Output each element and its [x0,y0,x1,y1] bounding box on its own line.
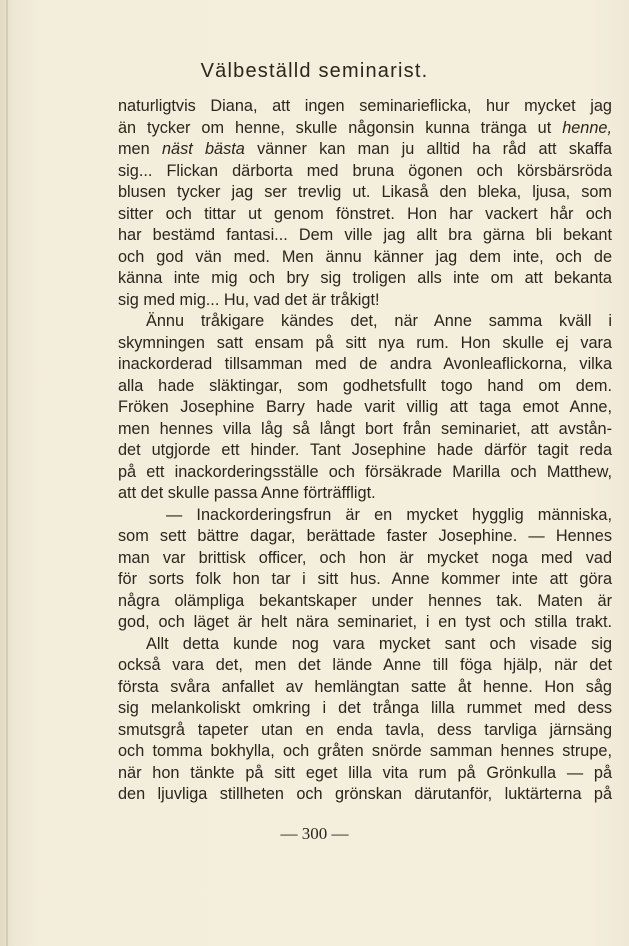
text-line [118,526,612,548]
italic-text: henne, [562,118,612,137]
text-line [118,634,612,656]
text-line [118,763,612,785]
text-line [118,376,612,398]
text-segment: än tycker om henne, skulle någonsin kunna tränga ut [118,118,563,137]
text-segment: — Inackorderingsfrun är en mycket hygglig människa, [166,505,612,524]
text-line [118,204,612,226]
page-gutter [6,0,8,946]
text-segment: men [118,140,162,158]
text-line [118,397,612,419]
text-line [118,182,612,204]
text-segment: skymningen satt ensam på sitt nya rum. Hon skulle ej vara [118,333,612,352]
text-line [118,333,612,355]
text-segment: att det skulle passa Anne förträffligt. [118,484,376,502]
text-line [118,311,612,333]
text-segment: god, och läget är helt nära seminariet, i en tyst och stilla trakt. [118,613,612,631]
text-segment: också vara det, men det lände Anne till föga hjälp, när det [118,656,612,674]
text-line [118,462,612,484]
text-segment: för sorts folk hon tar i sitt hus. Anne kommer inte att göra [118,570,612,588]
text-line [118,698,612,720]
text-line [118,655,612,677]
text-line [118,741,612,763]
text-line [118,677,612,699]
text-line [118,247,612,269]
text-segment: inackorderad tillsamman med de andra Avonleaflickorna, vilka [118,355,612,373]
text-line [118,139,612,161]
text-segment: några olämpliga bekantskaper under hennes tak. Maten är [118,591,612,610]
text-segment: man var brittisk officer, och hon är mycket noga med vad [118,548,612,567]
text-line [118,419,612,441]
text-segment: alla hade släktingar, som godhetsfullt togo hand om dem. [118,376,612,395]
text-segment: när hon tänkte på sitt eget lilla vita rum på Grönkulla — på [118,763,612,782]
italic-text: näst bästa [161,140,245,158]
text-segment: sig med mig... Hu, vad det är tråkigt! [118,290,380,309]
text-segment: känna inte mig och bry sig troligen alls inte om att bekanta [118,269,612,287]
text-segment: sitter och tittar ut genom fönstret. Hon har vackert hår och [118,204,612,223]
page-number: — 300 — [280,824,349,843]
text-segment: vänner kan man ju alltid ha råd att skaffa [244,140,612,158]
text-line [118,505,612,527]
text-segment: den ljuvliga stillheten och grönskan därutanför, luktärterna på [118,785,612,803]
body-text [118,96,612,806]
text-segment: och tomma bokhylla, och gråten snörde samman hennes strupe, [118,742,612,760]
text-line [118,118,612,140]
text-segment: blusen tycker jag ser trevlig ut. Likaså den bleka, ljusa, som [118,183,612,201]
text-segment: naturligtvis Diana, att ingen seminarieflicka, hur mycket jag [118,97,612,115]
text-segment: smutsgrå tapeter utan en enda tavla, dess tarvliga järnsäng [118,720,612,739]
text-line [118,268,612,290]
text-segment: Allt detta kunde nog vara mycket sant och visade sig [146,634,612,653]
text-line [118,161,612,183]
text-line [118,548,612,570]
text-line [118,440,612,462]
text-segment: Fröken Josephine Barry hade varit villig att taga emot Anne, [118,398,612,416]
text-segment: sig... Flickan därborta med bruna ögonen och körsbärsröda [118,161,612,180]
text-segment: som sett bättre dagar, berättade faster Josephine. — Hennes [118,527,612,545]
running-head: Välbeställd seminarist. [200,60,429,82]
text-line [118,569,612,591]
text-line [118,290,612,312]
text-line [118,96,612,118]
text-segment: sig melankoliskt omkring i det trånga lilla rummet med dess [118,699,612,717]
text-line [118,225,612,247]
text-segment: men hennes villa låg så långt bort från seminariet, att avstån- [118,419,612,438]
text-line [118,612,612,634]
text-line [118,354,612,376]
text-segment: på ett inackorderingsställe och försäkrade Marilla och Matthew, [118,462,612,481]
text-segment: har bestämd fantasi... Dem ville jag allt bra gärna bli bekant [118,226,612,244]
text-line [118,483,612,505]
text-segment: och god vän med. Men ännu känner jag dem inte, och de [118,247,612,266]
text-line [118,720,612,742]
text-segment: första svåra anfallet av hemlängtan satte åt henne. Hon såg [118,677,612,696]
text-segment: det utgjorde ett hinder. Tant Josephine hade därför tagit reda [118,441,612,459]
text-segment: Ännu tråkigare kändes det, när Anne samma kväll i [146,312,612,330]
text-line [118,591,612,613]
text-line [118,784,612,806]
